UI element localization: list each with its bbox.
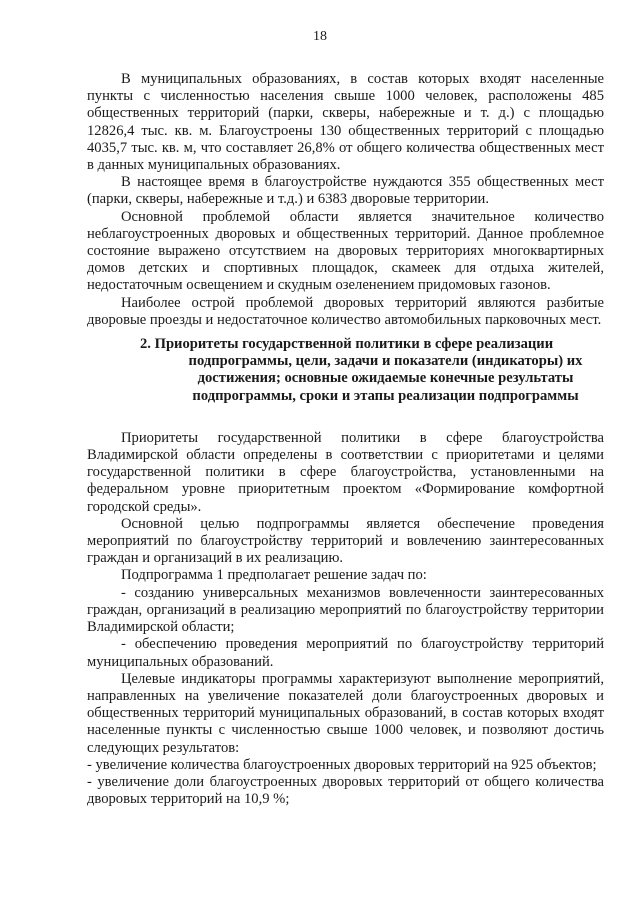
section-paragraph-4: Целевые индикаторы программы характеризуют выполнение мероприятий, направленных на увеличение показателей доли благоустроенных дворовых и общественных территорий муниципальных образований, в состав которых входят населенные пункты с численностью свыше 1000 человек, и позволяют достичь следующих результатов: (87, 670, 604, 756)
intro-paragraph-4: Наиболее острой проблемой дворовых территорий являются разбитые дворовые проезды и недостаточное количество автомобильных парковочных мест. (87, 294, 604, 328)
result-item-2: - увеличение доли благоустроенных дворовых территорий от общего количества дворовых территорий на 10,9 %; (87, 773, 604, 808)
intro-paragraph-2: В настоящее время в благоустройстве нуждаются 355 общественных мест (парки, скверы, набережные и т.д.) и 6383 дворовые территории. (87, 174, 604, 208)
section-heading-line1: 2. Приоритеты государственной политики в сфере реализации (140, 336, 554, 353)
result-item-1: - увеличение количества благоустроенных дворовых территорий на 925 объектов; (87, 756, 597, 773)
document-body (87, 71, 604, 808)
page-number: 18 (313, 29, 327, 44)
task-item-2: - обеспечению проведения мероприятий по благоустройству территорий муниципальных образований. (87, 636, 604, 670)
section-heading-rest: подпрограммы, цели, задачи и показатели (индикаторы) их достижения; основные ожидаемые конечные результаты подпрограммы, сроки и этапы реализации подпрограммы (188, 353, 583, 404)
section-paragraph-3: Подпрограмма 1 предполагает решение задач по: (121, 567, 427, 584)
section-heading (87, 336, 604, 405)
section-paragraph-1: Приоритеты государственной политики в сфере благоустройства Владимирской области определены в соответствии с приоритетами и целями государственной политики в сфере благоустройства, установленными на федеральном уровне приоритетным проектом «Формирование комфортной городской среды». (87, 429, 604, 515)
intro-paragraph-3: Основной проблемой области является значительное количество неблагоустроенных дворовых и общественных территорий. Данное проблемное состояние выражено отсутствием на дворовых территориях многоквартирных домов детских и спортивных площадок, скамеек для отдыха жителей, недостаточным освещением и скудным озеленением придомовых газонов. (87, 208, 604, 294)
section-paragraph-2: Основной целью подпрограммы является обеспечение проведения мероприятий по благоустройству территорий и вовлечению заинтересованных граждан и организаций в их реализацию. (87, 515, 604, 567)
task-item-1: - созданию универсальных механизмов вовлеченности заинтересованных граждан, организаций в реализацию мероприятий по благоустройству территории Владимирской области; (87, 584, 604, 636)
intro-paragraph-1: В муниципальных образованиях, в состав которых входят населенные пункты с численностью населения свыше 1000 человек, расположены 485 общественных территорий (парки, скверы, набережные и т. д.) с площадью 12826,4 тыс. кв. м. Благоустроены 130 общественных территорий с площадью 4035,7 тыс. кв. м, что составляет 26,8% от общего количества общественных мест в данных муниципальных образованиях. (87, 71, 604, 174)
